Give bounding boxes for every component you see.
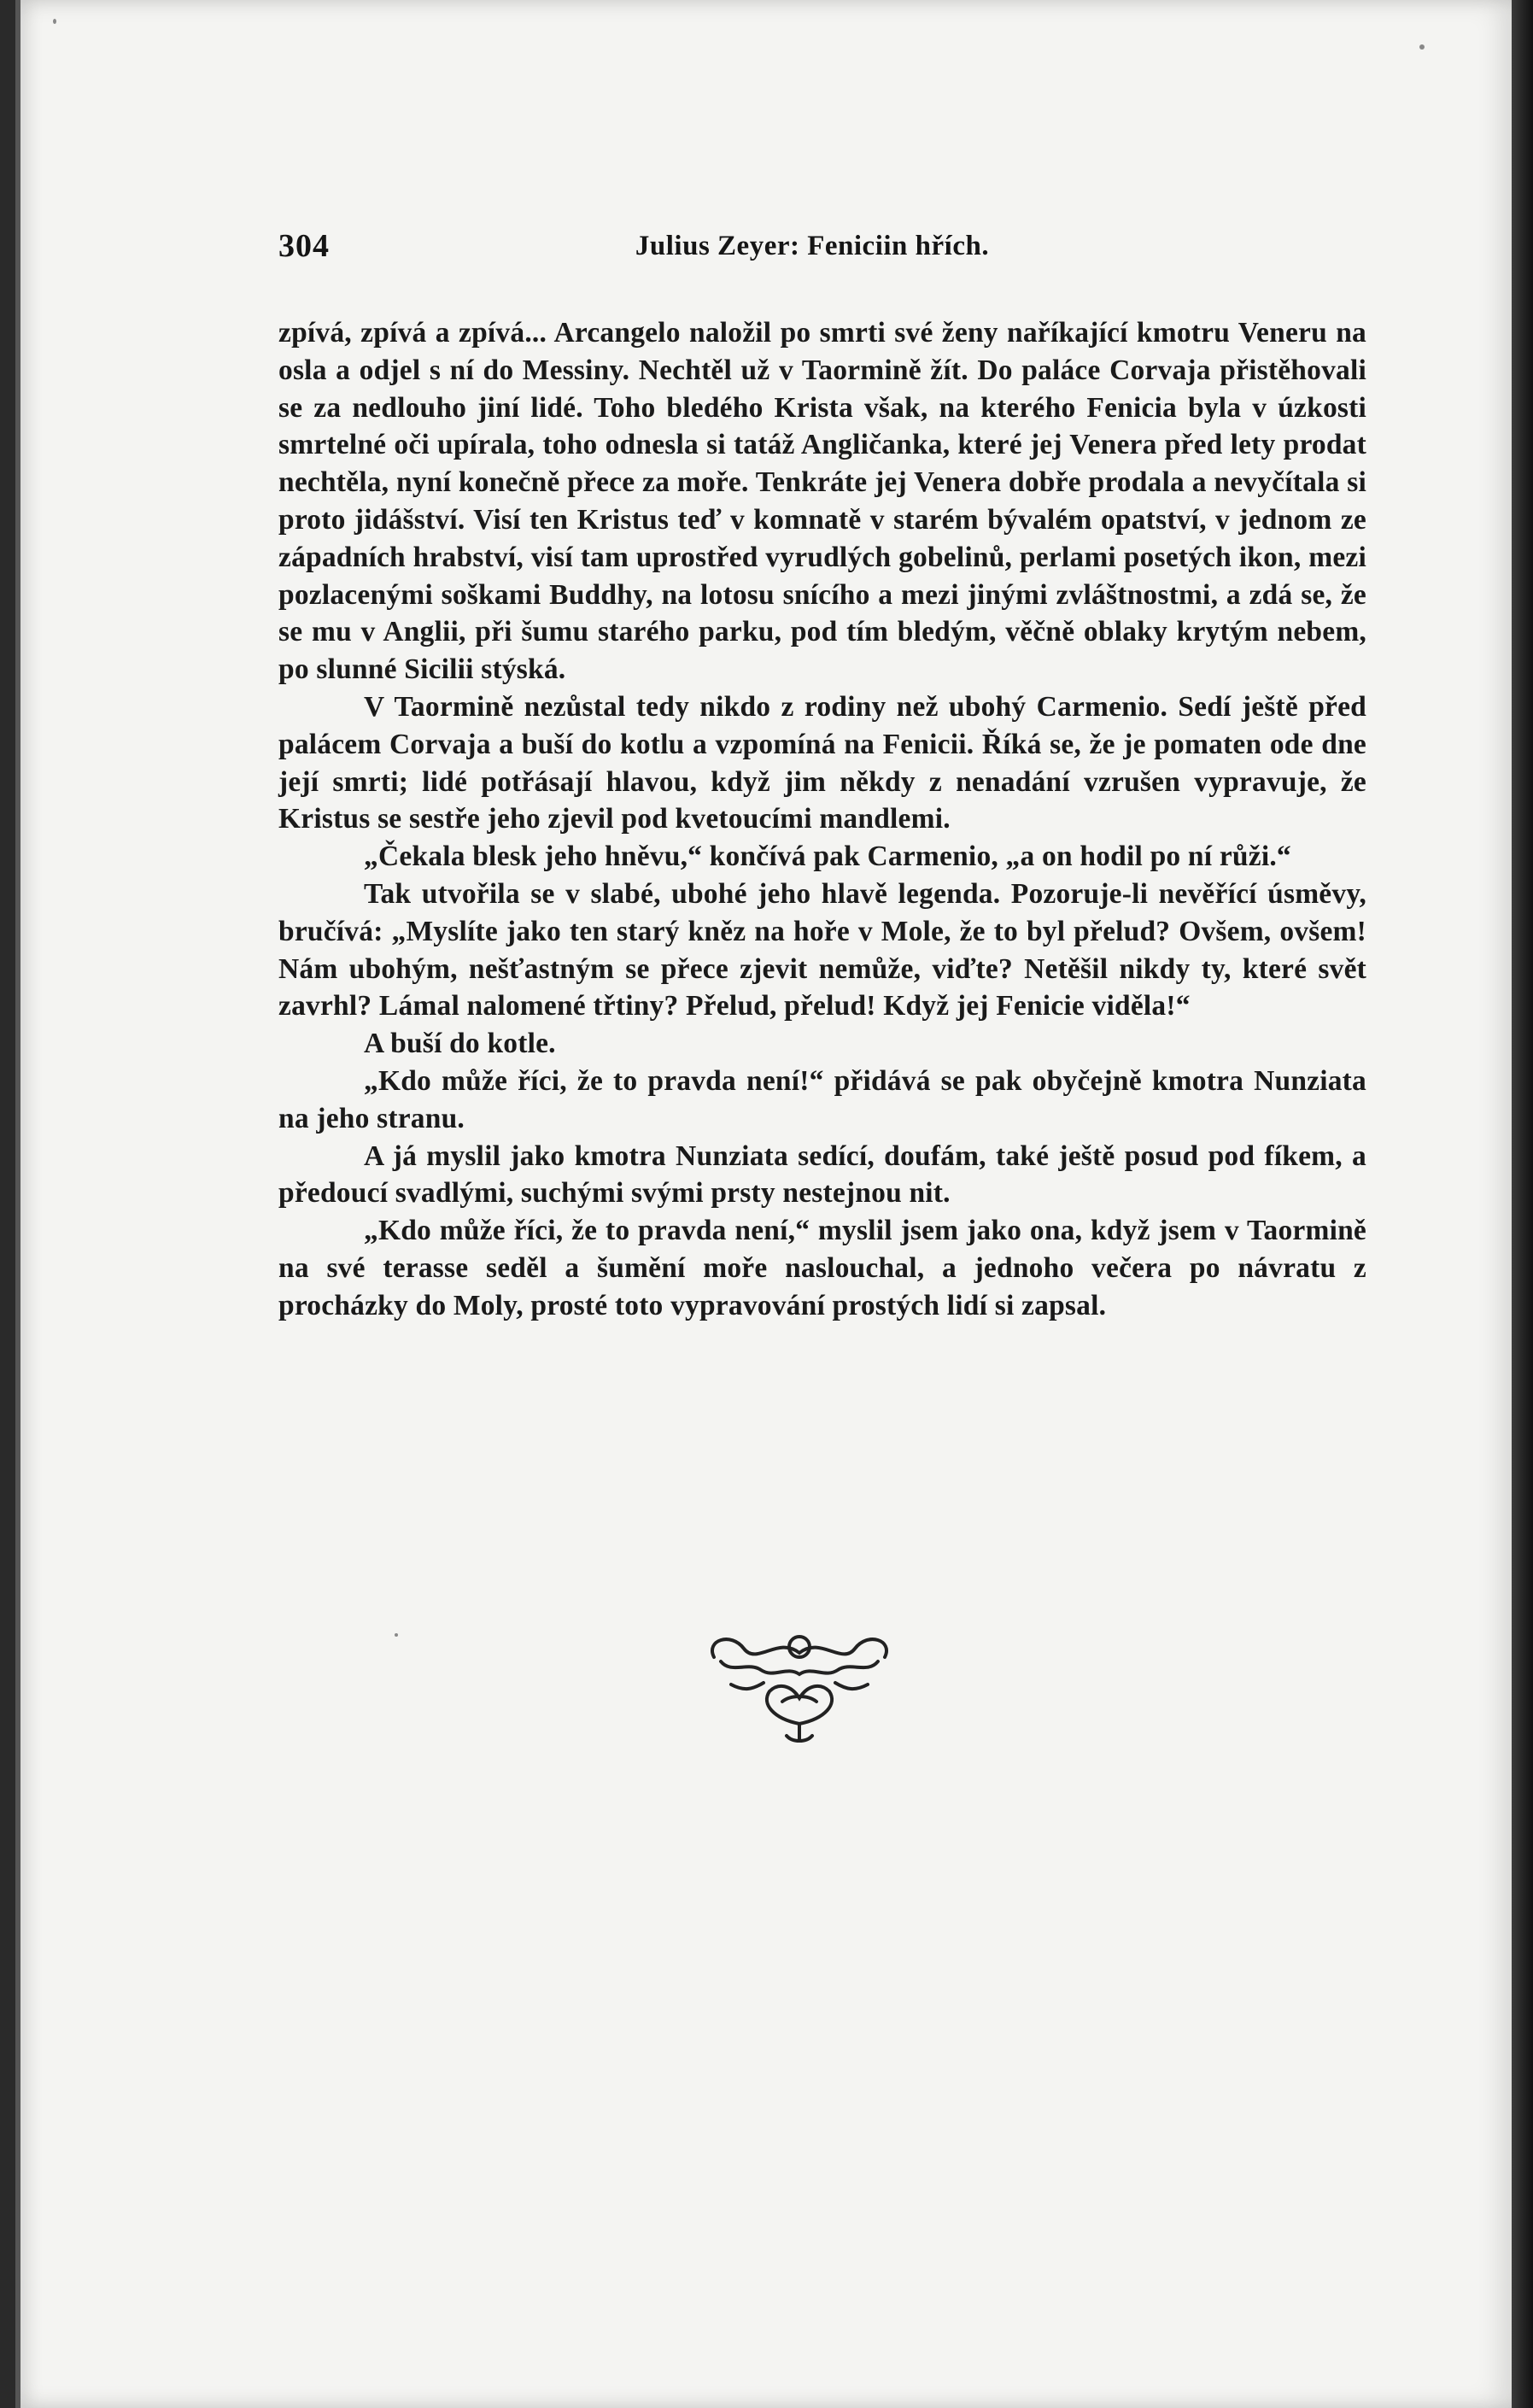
scan-speck xyxy=(1419,44,1425,50)
paragraph: A já myslil jako kmotra Nunziata sedící, doufám, také ještě posud pod fíkem, a předoucí svadlými, suchými svými prsty nestejnou nit. xyxy=(278,1140,1366,1210)
scan-speck xyxy=(395,1633,398,1637)
paragraph: „Čekala blesk jeho hněvu,“ končívá pak Carmenio, „a on hodil po ní růži.“ xyxy=(364,841,1291,873)
paragraph: V Taormině nezůstal tedy nikdo z rodiny než ubohý Carmenio. Sedí ještě před palácem Corvaja a buší do kotlu a vzpomíná na Fenicii. Říká se, že je pomaten ode dne její smrti; lidé potřásají hlavou, když jim někdy z nenadání vzrušen vypravuje, že Kristus se sestře jeho zjevil pod kvetoucími mandlemi. xyxy=(278,690,1366,835)
ornament-vignette xyxy=(697,1623,902,1751)
running-head: Julius Zeyer: Feniciin hřích. xyxy=(635,231,990,261)
paragraph: zpívá, zpívá a zpívá... Arcangelo naložil po smrti své ženy naříkající kmotru Veneru na osla a odjel s ní do Messiny. Nechtěl už v Taormině žít. Do paláce Corvaja přistěhovali se za nedlouho jiní lidé. Toho bledého Krista však, na kterého Fenicia byla v úzkosti smrtelné oči upírala, toho odnesla si tatáž Angličanka, které jej Venera před lety prodat nechtěla, nyní konečně přece za moře. Tenkráte jej Venera dobře prodala a nevyčítala si proto jidášství. Visí ten Kristus teď v komnatě v starém bývalém opatství, v jednom ze západních hrabství, visí tam uprostřed vyrudlých gobelinů, perlami posetých ikon, mezi pozlacenými soškami Buddhy, na lotosu snícího a mezi jinými zvláštnostmi, a zdá se, že se mu v Anglii, při šumu starého parku, pod tím bledým, věčně oblaky krytým nebem, po slunné Sicilii stýská. xyxy=(278,317,1366,686)
page-number: 304 xyxy=(278,228,330,264)
body-text xyxy=(278,314,1366,1325)
paragraph: „Kdo může říci, že to pravda není!“ přidává se pak obyčejně kmotra Nunziata na jeho stranu. xyxy=(278,1064,1366,1134)
paragraph: „Kdo může říci, že to pravda není,“ myslil jsem jako ona, když jsem v Taormině na své terasse seděl a šumění moře naslouchal, a jednoho večera po návratu z procházky do Moly, prosté toto vypravování prostých lidí si zapsal. xyxy=(278,1215,1366,1321)
scan-speck xyxy=(53,19,56,24)
page-edge-shadow xyxy=(1512,0,1533,2408)
page-header xyxy=(278,227,1346,268)
paragraph: Tak utvořila se v slabé, ubohé jeho hlavě legenda. Pozoruje-li nevěřící úsměvy, bručívá: „Myslíte jako ten starý kněz na hoře v Mole, že to byl přelud? Ovšem, ovšem! Nám ubohým, nešťastným se přece zjevit nemůže, viďte? Netěšil nikdy ty, které svět zavrhl? Lámal nalomené třtiny? Přelud, přelud! Když jej Fenicie viděla!“ xyxy=(278,877,1366,1022)
paragraph: A buší do kotle. xyxy=(364,1028,556,1060)
